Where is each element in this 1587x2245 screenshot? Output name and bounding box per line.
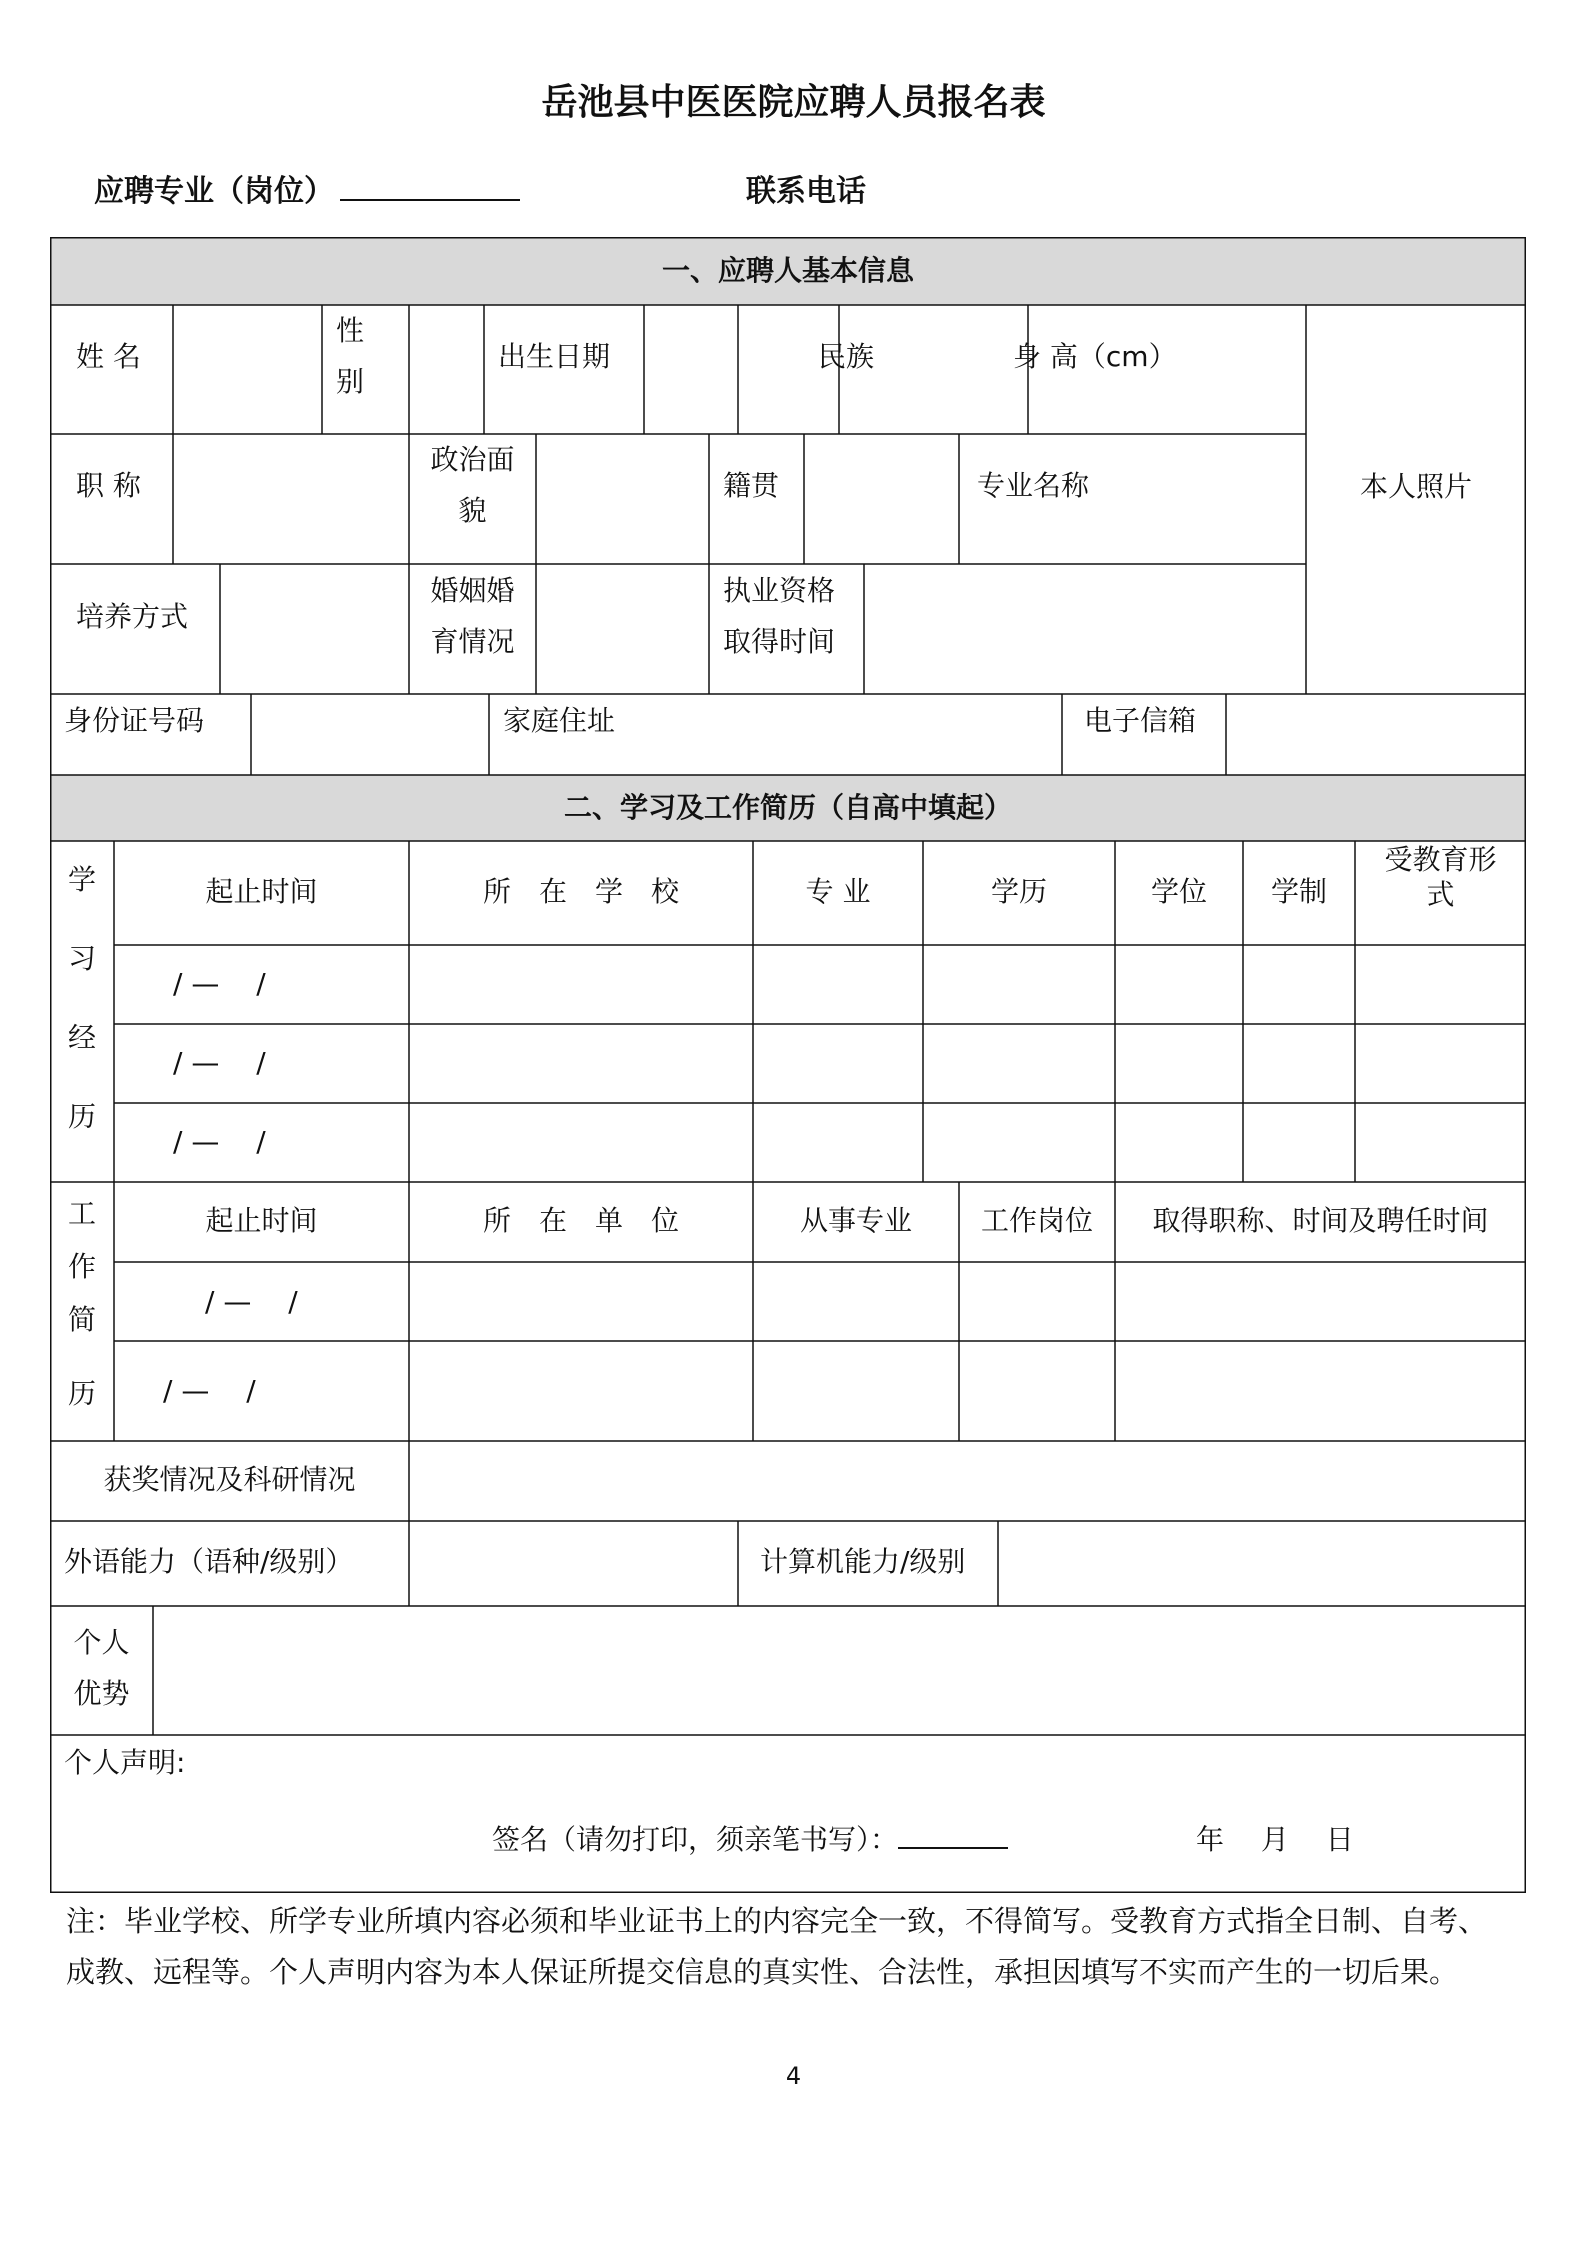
birth-date-label: 出生日期 bbox=[498, 340, 611, 373]
major-name-label: 专业名称 bbox=[977, 469, 1090, 502]
signature-label: 签名（请勿打印，须亲笔书写）： bbox=[492, 1823, 899, 1856]
position-field bbox=[94, 166, 520, 210]
gender-label-2: 别 bbox=[336, 365, 365, 398]
declaration-label: 个人声明: bbox=[64, 1746, 186, 1779]
position-label: 应聘专业（岗位） bbox=[94, 174, 334, 209]
study-header-form-2: 式 bbox=[1426, 878, 1455, 911]
work-side-3: 简 bbox=[67, 1303, 96, 1336]
id-number-label: 身份证号码 bbox=[64, 704, 205, 737]
work-side-4: 历 bbox=[67, 1377, 96, 1410]
training-mode-label: 培养方式 bbox=[76, 600, 189, 633]
section-resume: 二、学习及工作简历（自高中填起） bbox=[563, 791, 1012, 824]
computer-skill-label: 计算机能力/级别 bbox=[760, 1545, 966, 1578]
license-label-2: 取得时间 bbox=[723, 625, 836, 658]
foreign-language-label: 外语能力（语种/级别） bbox=[64, 1545, 354, 1578]
study-header-degree: 学位 bbox=[1150, 875, 1207, 908]
study-header-major: 专 业 bbox=[805, 875, 871, 908]
ethnicity-label: 民族 bbox=[818, 340, 875, 373]
marital-label-2: 育情况 bbox=[430, 625, 515, 658]
email-label: 电子信箱 bbox=[1084, 704, 1197, 737]
table-grid bbox=[50, 237, 1526, 1893]
height-label: 身 高（cm） bbox=[1013, 340, 1177, 373]
study-header-period: 起止时间 bbox=[205, 875, 318, 908]
work-header-field: 从事专业 bbox=[799, 1204, 912, 1237]
study-side-3: 经 bbox=[67, 1021, 96, 1054]
work-header-titles: 取得职称、时间及聘任时间 bbox=[1152, 1204, 1489, 1237]
study-header-form-1: 受教育形 bbox=[1384, 843, 1497, 876]
political-label-2: 貌 bbox=[458, 494, 487, 527]
gender-label-1: 性 bbox=[336, 314, 365, 347]
work-side-2: 作 bbox=[67, 1250, 96, 1283]
study-side-4: 历 bbox=[67, 1100, 96, 1133]
title-label: 职 称 bbox=[76, 469, 141, 502]
work-header-post: 工作岗位 bbox=[980, 1204, 1093, 1237]
name-label: 姓 名 bbox=[76, 340, 141, 373]
date-labels: 年 月 日 bbox=[1196, 1823, 1354, 1856]
political-label-1: 政治面 bbox=[430, 443, 515, 476]
study-header-duration: 学制 bbox=[1270, 875, 1327, 908]
page-number: 4 bbox=[785, 2062, 802, 2090]
study-date-3[interactable]: / — / bbox=[173, 1125, 266, 1158]
study-side-1: 学 bbox=[67, 863, 96, 896]
photo-label: 本人照片 bbox=[1359, 470, 1472, 503]
native-place-label: 籍贯 bbox=[723, 469, 780, 502]
page-title: 岳池县中医医院应聘人员报名表 bbox=[541, 82, 1046, 123]
study-header-school: 所 在 学 校 bbox=[482, 875, 679, 908]
advantage-label-2: 优势 bbox=[73, 1677, 130, 1710]
study-date-1[interactable]: / — / bbox=[173, 967, 266, 1000]
application-form-table bbox=[50, 237, 1526, 1893]
license-label-1: 执业资格 bbox=[723, 574, 836, 607]
work-side-1: 工 bbox=[67, 1197, 96, 1230]
signature-field bbox=[492, 1815, 1008, 1865]
study-date-2[interactable]: / — / bbox=[173, 1046, 266, 1079]
awards-label: 获奖情况及科研情况 bbox=[103, 1463, 356, 1496]
position-blank[interactable] bbox=[340, 169, 520, 201]
work-date-1[interactable]: / — / bbox=[205, 1285, 298, 1318]
address-label: 家庭住址 bbox=[503, 704, 616, 737]
footnote: 注：毕业学校、所学专业所填内容必须和毕业证书上的内容完全一致，不得简写。受教育方式指全日制、自考、成教、远程等。个人声明内容为本人保证所提交信息的真实性、合法性，承担因填写不实而产生的一切后果。 bbox=[66, 1904, 1488, 1989]
marital-label-1: 婚姻婚 bbox=[430, 574, 515, 607]
work-date-2[interactable]: / — / bbox=[163, 1374, 256, 1407]
phone-label: 联系电话 bbox=[746, 174, 866, 209]
advantage-label-1: 个人 bbox=[73, 1626, 130, 1659]
section-basic-info: 一、应聘人基本信息 bbox=[661, 254, 914, 287]
study-header-education: 学历 bbox=[990, 875, 1047, 908]
work-header-period: 起止时间 bbox=[205, 1204, 318, 1237]
signature-blank[interactable] bbox=[898, 1817, 1008, 1849]
study-side-2: 习 bbox=[67, 942, 96, 975]
work-header-employer: 所 在 单 位 bbox=[482, 1204, 679, 1237]
